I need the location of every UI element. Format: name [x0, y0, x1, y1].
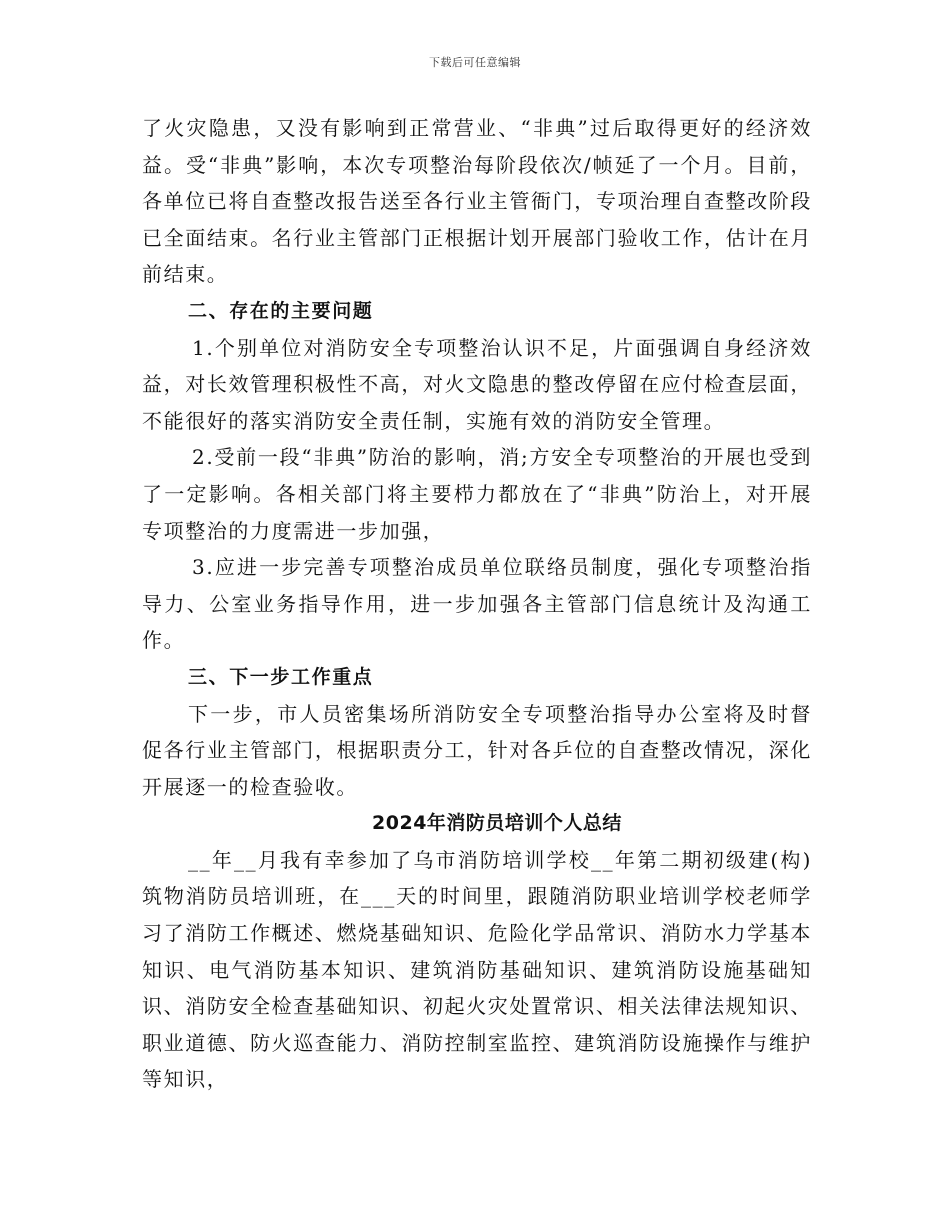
intro-paragraph: 了火灾隐患，又没有影响到正常营业、“非典”过后取得更好的经济效益。受“非典”影响，本次专项整治每阶段依次/帧延了一个月。目前，各单位已将自查整改报告送至各行业主管衙门，专项治理自查整改阶段已全面结束。名行业主管部门正根据计划开展部门验收工作，估计在月前结束。 [142, 116, 812, 287]
summary-paragraph: __年__月我有幸参加了乌市消防培训学校__年第二期初级建(构)筑物消防员培训班，在___天的时间里，跟随消防职业培训学校老师学习了消防工作概述、燃烧基础知识、危险化学品常识、消防水力学基本知识、电气消防基本知识、建筑消防基础知识、建筑消防设施基础知识、消防安全检查基础知识、初起火灾处置常识、相关法律法规知识、职业道德、防火巡查能力、消防控制室监控、建筑消防设施操作与维护等知识， [142, 847, 812, 1092]
next-steps-paragraph: 下一步，市人员密集场所消防安全专项整治指导办公室将及时督促各行业主管部门，根据职责分工，针对各乒位的自查整改情况，深化开展逐一的检查验收。 [142, 701, 812, 799]
problem-item-3: 3.应进一步完善专项整治成员单位联络员制度，强化专项整治指导力、公室业务指导作用，进一步加强各主管部门信息统计及沟通工作。 [142, 555, 812, 653]
header-note: 下载后可任意编辑 [429, 56, 521, 69]
summary-title: 2024年消防员培训个人总结 [372, 812, 622, 835]
document-body [142, 110, 812, 1098]
section-3-heading: 三、下一步工作重点 [188, 665, 374, 688]
section-2-heading: 二、存在的主要问题 [188, 299, 374, 322]
problem-item-1: 1.个别单位对消防安全专项整治认识不足，片面强调自身经济效益，对长效管理积极性不高，对火文隐患的整改停留在应付检查层面，不能很好的落实消防安全责任制，实施有效的消防安全管理。 [142, 335, 812, 433]
problem-item-2: 2.受前一段“非典”防治的影响，消;方安全专项整治的开展也受到了一定影响。各相关部门将主要栉力都放在了“非典”防治上，对开展专项整治的力度需进一步加强， [142, 445, 812, 543]
